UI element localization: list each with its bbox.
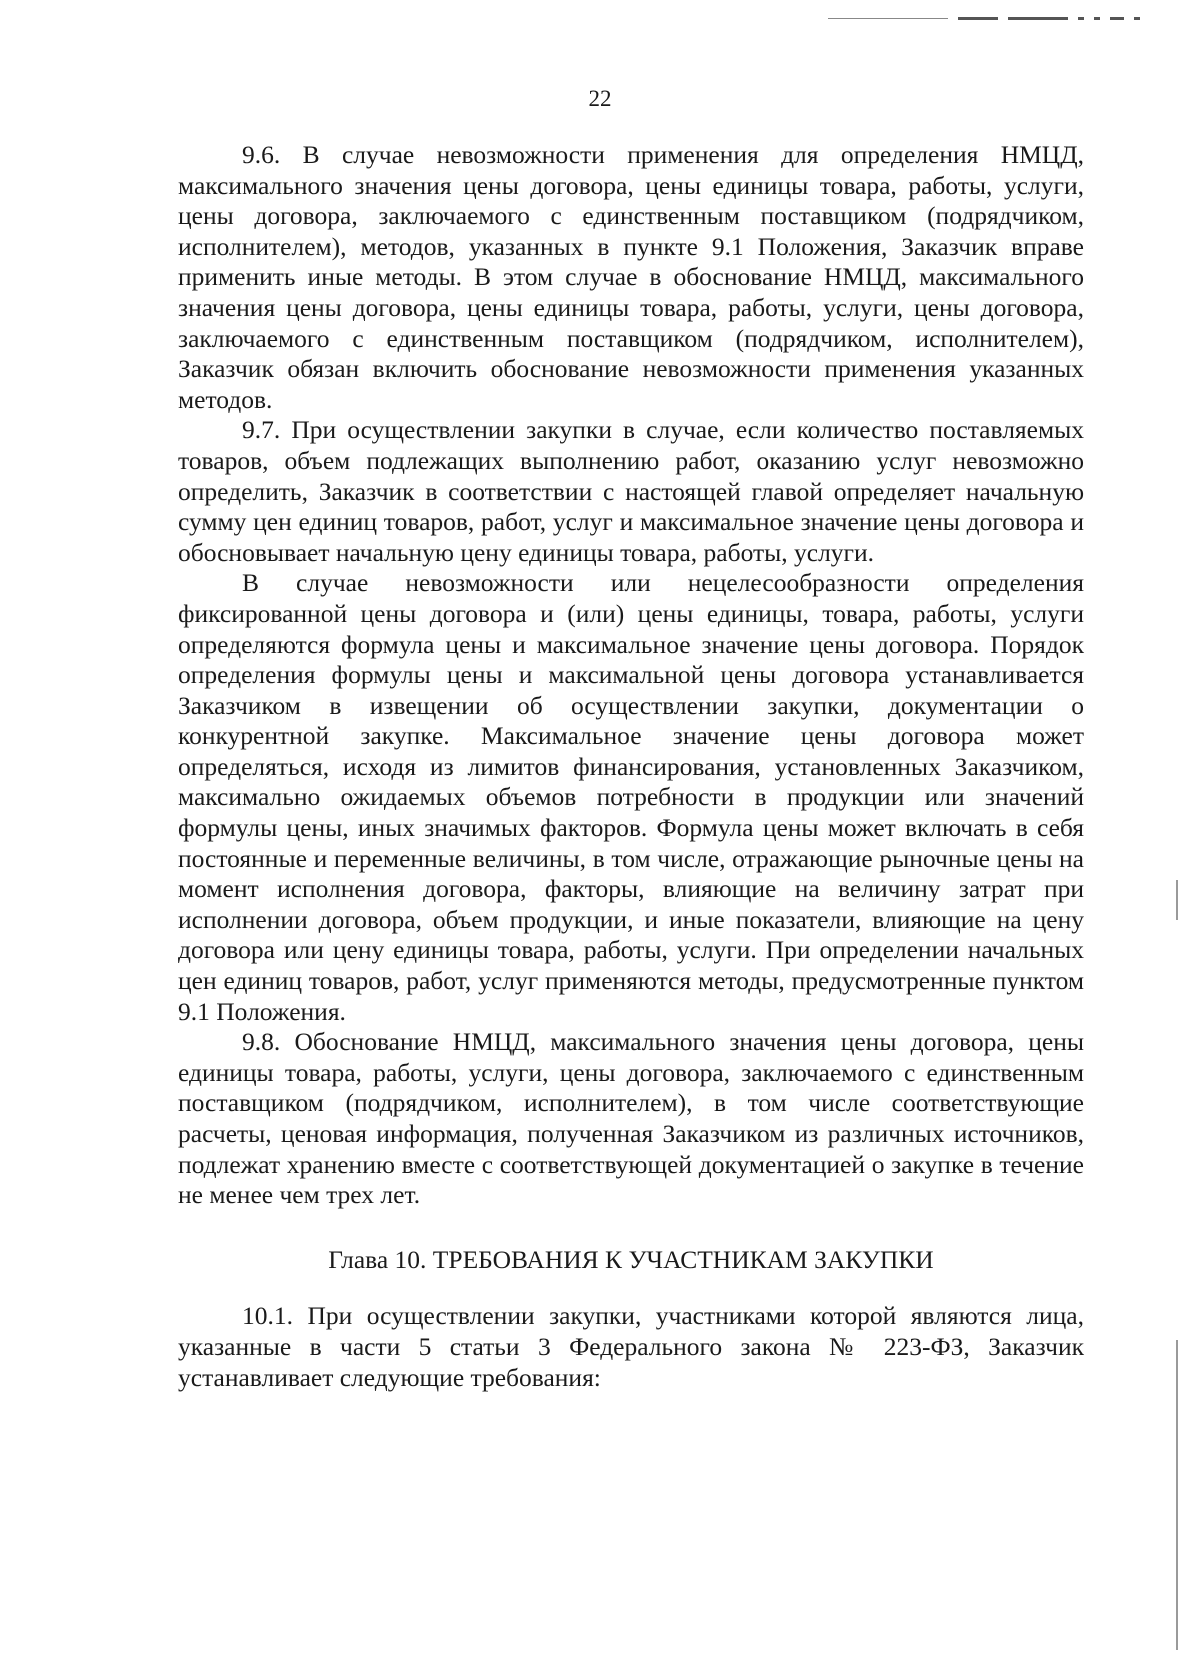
paragraph-10-1: 10.1. При осуществлении закупки, участниками которой являются лица, указанные в части 5 статьи 3 Федерального закона № 223-ФЗ, Заказчик устанавливает следующие требования: xyxy=(178,1301,1084,1392)
document-body xyxy=(178,140,1084,1393)
scan-artifact-marks xyxy=(828,14,1140,22)
paragraph-9-7: 9.7. При осуществлении закупки в случае, если количество поставляемых товаров, объем подлежащих выполнению работ, оказанию услуг невозможно определить, Заказчик в соответствии с настоящей главой определяет начальную сумму цен единиц товаров, работ, услуг и максимальное значение цены договора и обосновывает начальную цену единицы товара, работы, услуги. xyxy=(178,415,1084,567)
chapter-heading: Глава 10. ТРЕБОВАНИЯ К УЧАСТНИКАМ ЗАКУПКИ xyxy=(328,1244,934,1274)
paragraph-9-6: 9.6. В случае невозможности применения для определения НМЦД, максимального значения цены договора, цены единицы товара, работы, услуги, цены договора, заключаемого с единственным поставщиком (подрядчиком, исполнителем), методов, указанных в пункте 9.1 Положения, Заказчик вправе применить иные методы. В этом случае в обоснование НМЦД, максимального значения цены договора, цены единицы товара, работы, услуги, цены договора, заключаемого с единственным поставщиком (подрядчиком, исполнителем), Заказчик обязан включить обоснование невозможности применения указанных методов. xyxy=(178,140,1084,414)
scan-edge-line-lower xyxy=(1176,1340,1178,1650)
paragraph-9-8: 9.8. Обоснование НМЦД, максимального значения цены договора, цены единицы товара, работы, услуги, цены договора, заключаемого с единственным поставщиком (подрядчиком, исполнителем), в том числе соответствующие расчеты, ценовая информация, полученная Заказчиком из различных источников, подлежат хранению вместе с соответствующей документацией о закупке в течение не менее чем трех лет. xyxy=(178,1027,1084,1210)
paragraph-9-7-continued: В случае невозможности или нецелесообразности определения фиксированной цены договора и (или) цены единицы, товара, работы, услуги определяются формула цены и максимальное значение цены договора. Порядок определения формулы цены и максимальной цены договора устанавливается Заказчиком в извещении об осуществлении закупки, документации о конкурентной закупке. Максимальное значение цены договора может определяться, исходя из лимитов финансирования, установленных Заказчиком, максимально ожидаемых объемов потребности в продукции или значений формулы цены, иных значимых факторов. Формула цены может включать в себя постоянные и переменные величины, в том числе, отражающие рыночные цены на момент исполнения договора, факторы, влияющие на величину затрат при исполнении договора, объем продукции, и иные показатели, влияющие на цену договора или цену единицы товара, работы, услуги. При определении начальных цен единиц товаров, работ, услуг применяются методы, предусмотренные пунктом 9.1 Положения. xyxy=(178,568,1084,1026)
scan-edge-line xyxy=(1176,880,1178,920)
page-number: 22 xyxy=(588,86,612,111)
